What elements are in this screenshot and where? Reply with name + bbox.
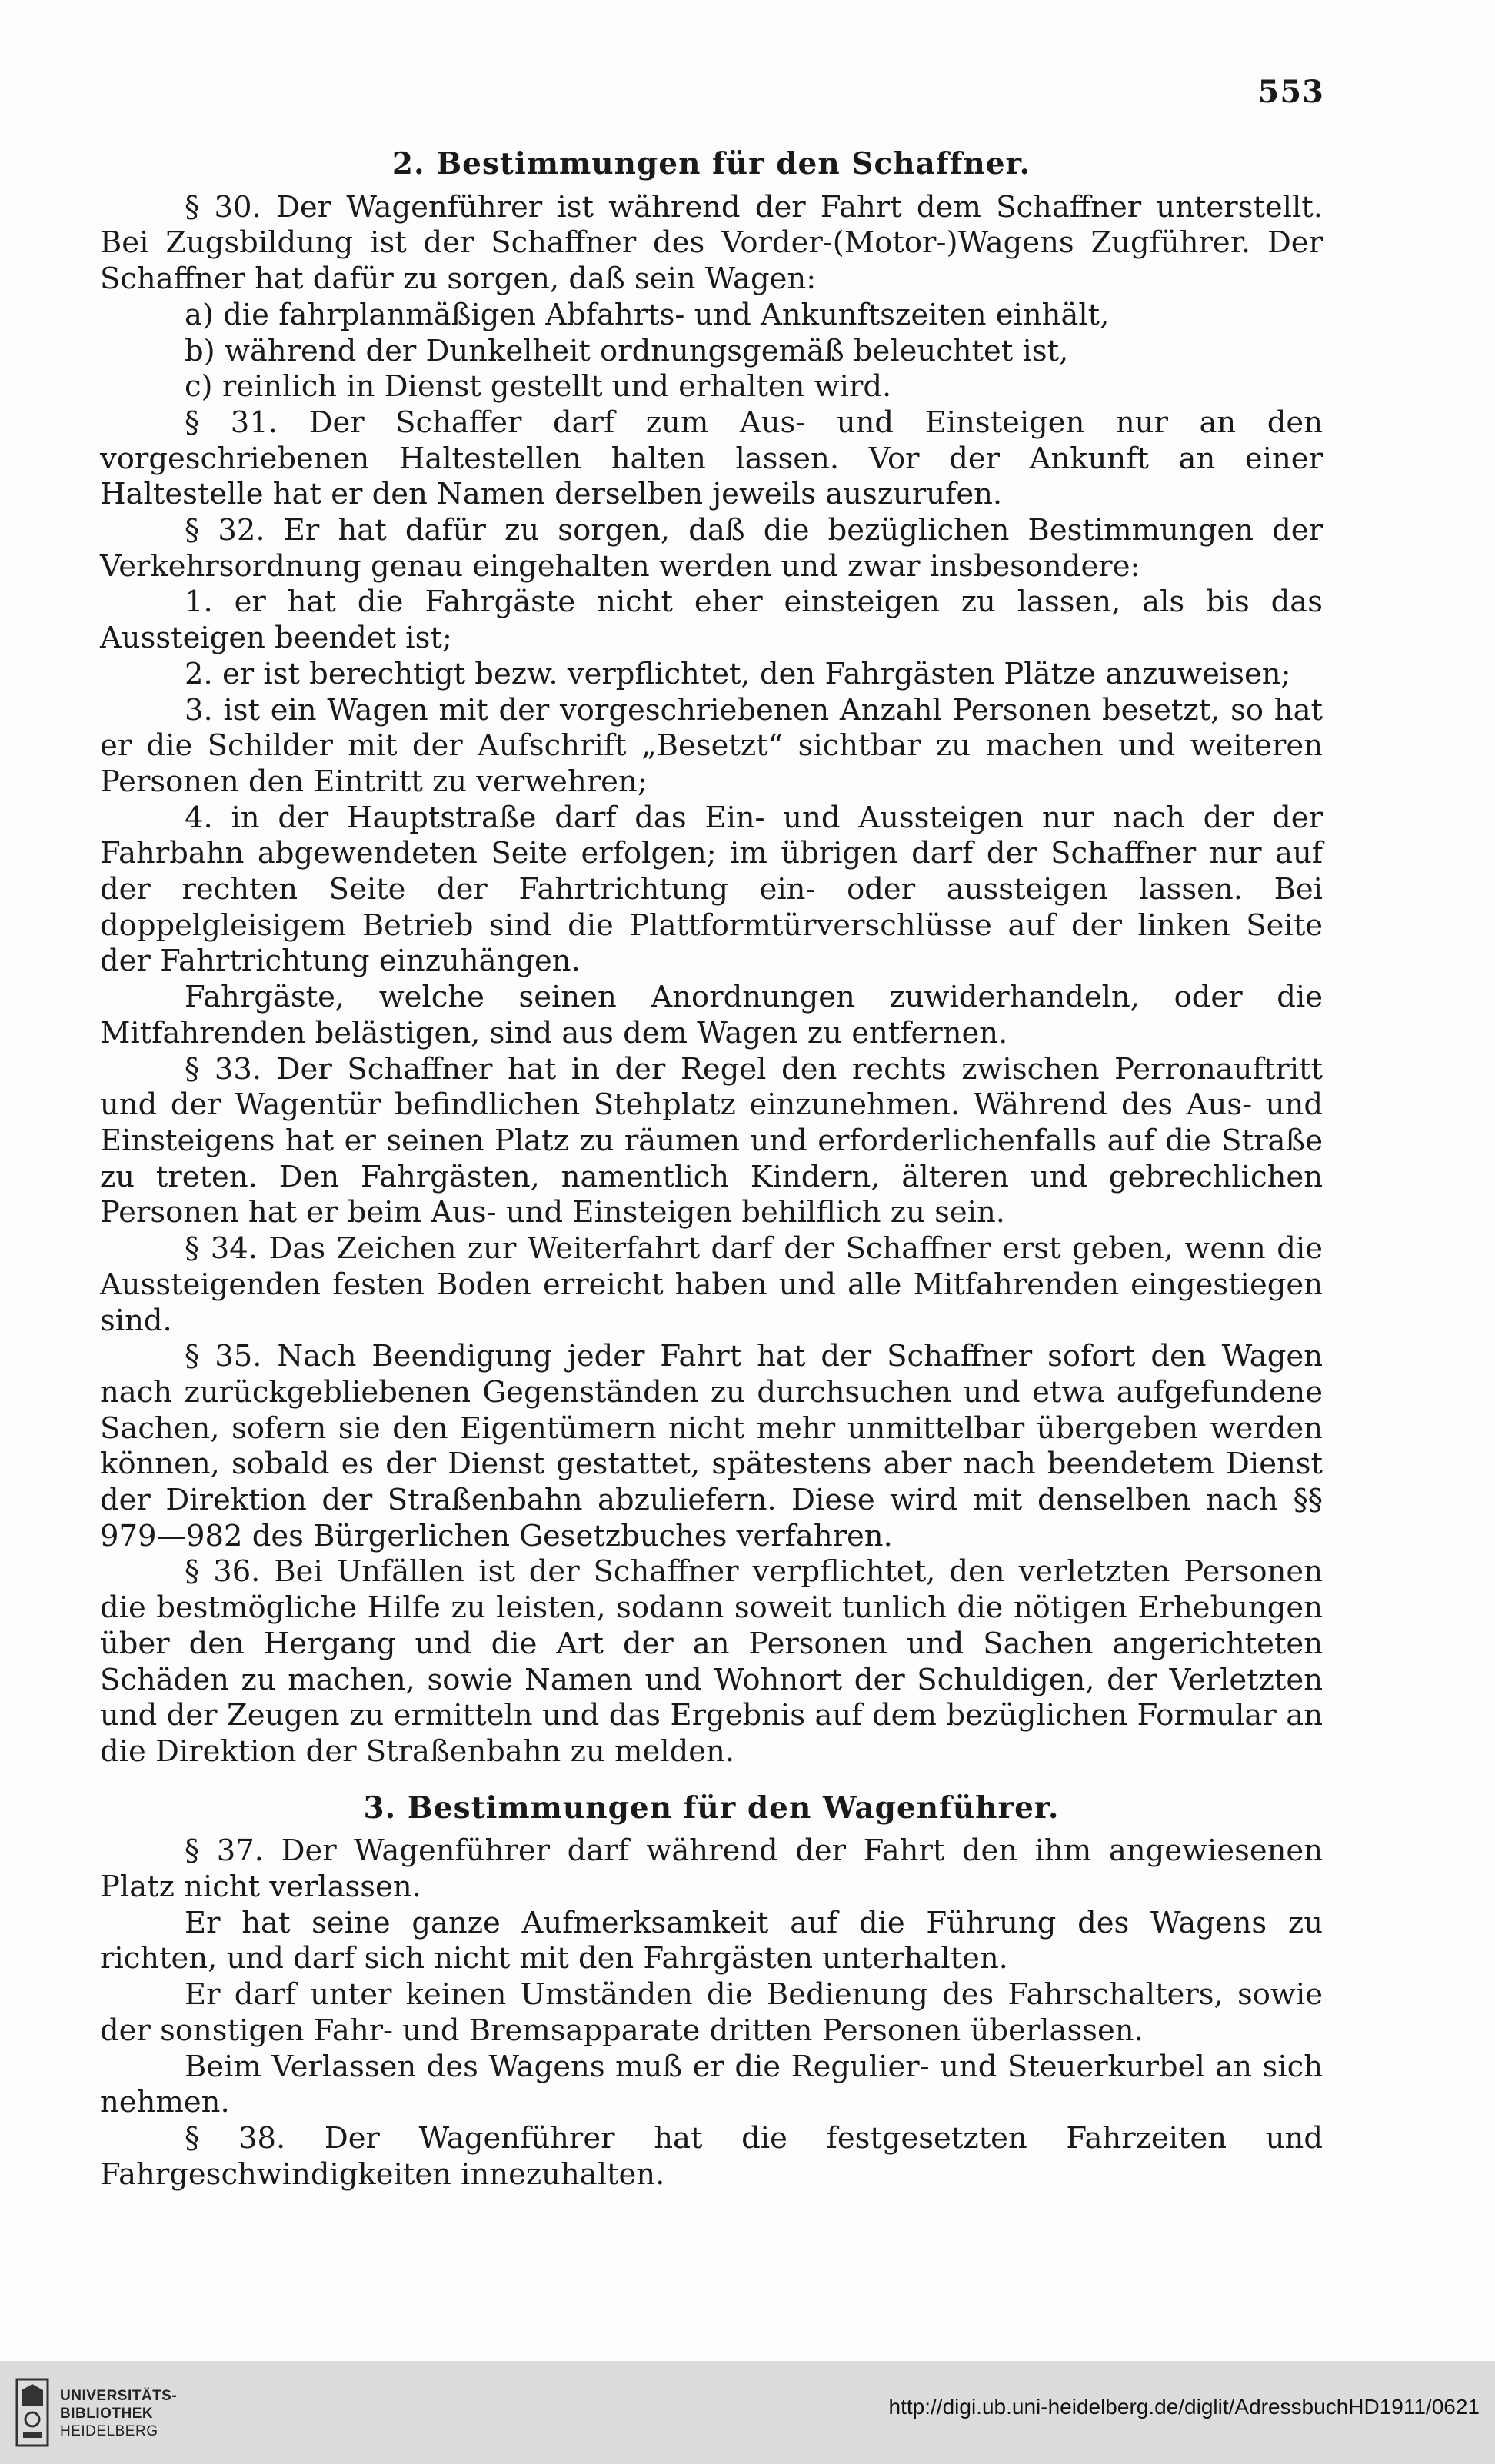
paragraph-37: § 37. Der Wagenführer darf während der Fahrt den ihm angewiesenen Platz nicht verlassen. [100,1833,1323,1905]
list-item-32-3: 3. ist ein Wagen mit der vorgeschriebenen Anzahl Personen besetzt, so hat er die Schilder mit der Aufschrift „Besetzt“ sichtbar zu machen und weiteren Personen den Eintritt zu verwehren; [100,692,1323,799]
library-name-line1: UNIVERSITÄTS- [60,2388,178,2404]
paragraph-34: § 34. Das Zeichen zur Weiterfahrt darf der Schaffner erst geben, wenn die Aussteigenden festen Boden erreicht haben und alle Mitfahrenden eingestiegen sind. [100,1231,1323,1338]
library-name-line3: HEIDELBERG [60,2423,158,2439]
footer-bar [0,2361,1495,2464]
section-heading-wagenfuehrer: 3. Bestimmungen für den Wagenführer. [363,1790,1060,1826]
list-item-30b: b) während der Dunkelheit ordnungsgemäß beleuchtet ist, [185,333,1069,368]
paragraph-33: § 33. Der Schaffner hat in der Regel den rechts zwischen Perronauftritt und der Wagentür befindlichen Stehplatz einzunehmen. Während des Aus- und Einsteigens hat er seinen Platz zu räumen und erforderlichenfalls auf die Straße zu treten. Den Fahrgästen, namentlich Kindern, älteren und gebrechlichen Personen hat er beim Aus- und Einsteigen behilflich zu sein. [100,1051,1323,1230]
document-body [100,146,1323,2193]
paragraph-32: § 32. Er hat dafür zu sorgen, daß die bezüglichen Bestimmungen der Verkehrsordnung genau eingehalten werden und zwar insbesondere: [100,513,1323,584]
paragraph-36: § 36. Bei Unfällen ist der Schaffner verpflichtet, den verletzten Personen die bestmögliche Hilfe zu leisten, sodann soweit tunlich die nötigen Erhebungen über den Hergang und die Art der an Personen und Sachen angerichteten Schäden zu machen, sowie Namen und Wohnort der Schuldigen, der Verletzten und der Zeugen zu ermitteln und das Ergebnis auf dem bezüglichen Formular an die Direktion der Straßenbahn zu melden. [100,1554,1323,1769]
list-item-30c: c) reinlich in Dienst gestellt und erhalten wird. [185,369,892,405]
university-seal-icon [14,2375,51,2450]
list-item-30a: a) die fahrplanmäßigen Abfahrts- und Ankunftszeiten einhält, [185,297,1110,332]
source-url-link[interactable]: http://digi.ub.uni-heidelberg.de/diglit/AdressbuchHD1911/0621 [888,2395,1480,2419]
section-heading-schaffner: 2. Bestimmungen für den Schaffner. [391,146,1031,181]
paragraph-37c: Er darf unter keinen Umständen die Bedienung des Fahrschalters, sowie der sonstigen Fahr- und Bremsapparate dritten Personen überlassen. [100,1977,1323,2048]
paragraph-37b: Er hat seine ganze Aufmerksamkeit auf die Führung des Wagens zu richten, und darf sich nicht mit den Fahrgästen unterhalten. [100,1905,1323,1976]
paragraph-37d: Beim Verlassen des Wagens muß er die Regulier- und Steuerkurbel an sich nehmen. [100,2049,1323,2120]
paragraph-30: § 30. Der Wagenführer ist während der Fahrt dem Schaffner unterstellt. Bei Zugsbildung ist der Schaffner des Vorder-(Motor-)Wagens Zugführer. Der Schaffner hat dafür zu sorgen, daß sein Wagen: [100,189,1323,297]
paragraph-31: § 31. Der Schaffer darf zum Aus- und Einsteigen nur an den vorgeschriebenen Haltestellen halten lassen. Vor der Ankunft an einer Haltestelle hat er den Namen derselben jeweils auszurufen. [100,405,1323,512]
paragraph-32-end: Fahrgäste, welche seinen Anordnungen zuwiderhandeln, oder die Mitfahrenden belästigen, sind aus dem Wagen zu entfernen. [100,980,1323,1051]
paragraph-35: § 35. Nach Beendigung jeder Fahrt hat der Schaffner sofort den Wagen nach zurückgebliebenen Gegenständen zu durchsuchen und etwa aufgefundene Sachen, sofern sie den Eigentümern nicht mehr unmittelbar übergeben werden können, sobald es der Dienst gestattet, spätestens aber nach beendetem Dienst der Direktion der Straßenbahn abzuliefern. Diese wird mit denselben nach §§ 979—982 des Bürgerlichen Gesetzbuches verfahren. [100,1339,1323,1553]
list-item-32-2: 2. er ist berechtigt bezw. verpflichtet, den Fahrgästen Plätze anzuweisen; [185,656,1291,691]
list-item-32-1: 1. er hat die Fahrgäste nicht eher einsteigen zu lassen, als bis das Aussteigen beendet ist; [100,584,1323,656]
library-name [60,2387,177,2440]
library-name-line2: BIBLIOTHEK [60,2406,154,2422]
paragraph-38: § 38. Der Wagenführer hat die festgesetzten Fahrzeiten und Fahrgeschwindigkeiten innezuhalten. [100,2120,1323,2192]
list-item-32-4: 4. in der Hauptstraße darf das Ein- und Aussteigen nur nach der der Fahrbahn abgewendeten Seite erfolgen; im übrigen darf der Schaffner nur auf der rechten Seite der Fahrtrichtung ein- oder aussteigen lassen. Bei doppelgleisigem Betrieb sind die Plattformtürverschlüsse auf der linken Seite der Fahrtrichtung einzuhängen. [100,800,1323,979]
page-number: 553 [1257,74,1324,110]
